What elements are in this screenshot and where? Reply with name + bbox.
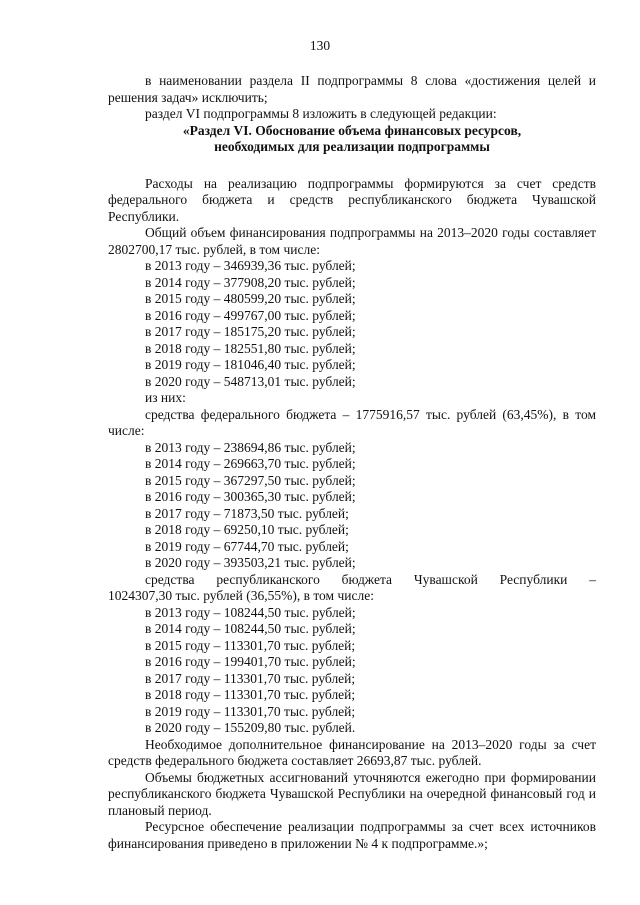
total-year-item: в 2015 году – 480599,20 тыс. рублей;: [145, 291, 356, 306]
federal-funds-paragraph: средства федерального бюджета – 1775916,57 тыс. рублей (63,45%), в том числе:: [108, 406, 596, 438]
of-them-label: из них:: [145, 390, 186, 405]
republic-word: средства: [145, 571, 195, 587]
republic-word: бюджета: [341, 571, 393, 587]
federal-year-item: в 2014 году – 269663,70 тыс. рублей;: [145, 456, 356, 471]
section-instruction: раздел VI подпрограммы 8 изложить в следующей редакции:: [145, 106, 497, 121]
section-heading-line-1: «Раздел VI. Обоснование объема финансовых ресурсов,: [182, 122, 522, 138]
total-year-item: в 2018 году – 182551,80 тыс. рублей;: [145, 340, 356, 356]
federal-year-item: в 2017 году – 71873,50 тыс. рублей;: [145, 505, 349, 521]
resource-support-paragraph: Ресурсное обеспечение реализации подпрограммы за счет всех источников финансирования приведено в приложении № 4 к подпрограмме.»;: [108, 819, 596, 851]
republic-word: Республики: [499, 571, 568, 587]
republic-year-item: в 2019 году – 113301,70 тыс. рублей;: [145, 703, 356, 719]
federal-year-item: в 2018 году – 69250,10 тыс. рублей;: [145, 522, 349, 537]
republic-years-list: [108, 605, 596, 737]
funding-sources-paragraph: Расходы на реализацию подпрограммы формируются за счет средств федерального бюджета и средств республиканского бюджета Чувашской Республики.: [108, 175, 596, 224]
total-year-item: в 2017 году – 185175,20 тыс. рублей;: [145, 324, 356, 339]
federal-year-item: в 2019 году – 67744,70 тыс. рублей;: [145, 538, 349, 554]
republic-word: республиканского: [216, 571, 320, 587]
page-number: 130: [309, 38, 331, 53]
republic-year-item: в 2015 году – 113301,70 тыс. рублей;: [145, 637, 356, 653]
republic-year-item: в 2013 году – 108244,50 тыс. рублей;: [145, 604, 356, 620]
republic-year-item: в 2020 году – 155209,80 тыс. рублей.: [145, 720, 356, 735]
federal-years-list: [108, 440, 596, 572]
republic-funds-line-1: [108, 572, 596, 589]
budget-volumes-paragraph: Объемы бюджетных ассигнований уточняются ежегодно при формировании республиканского бюджета Чувашской Республики на очередной финансовый год и плановый период.: [108, 769, 596, 818]
total-year-item: в 2020 году – 548713,01 тыс. рублей;: [145, 373, 356, 389]
federal-year-item: в 2020 году – 393503,21 тыс. рублей;: [145, 555, 356, 570]
republic-word: –: [589, 571, 596, 587]
republic-year-item: в 2018 году – 113301,70 тыс. рублей;: [145, 687, 356, 702]
section-heading-line-2: необходимых для реализации подпрограммы: [214, 139, 490, 154]
republic-year-item: в 2016 году – 199401,70 тыс. рублей;: [145, 654, 356, 669]
additional-funding-paragraph: Необходимое дополнительное финансирование на 2013–2020 годы за счет средств федерального бюджета составляет 26693,87 тыс. рублей.: [108, 736, 596, 768]
republic-year-item: в 2017 году – 113301,70 тыс. рублей;: [145, 670, 356, 686]
page-content: [108, 73, 596, 852]
federal-year-item: в 2016 году – 300365,30 тыс. рублей;: [145, 489, 356, 504]
total-years-list: [108, 258, 596, 390]
republic-year-item: в 2014 году – 108244,50 тыс. рублей;: [145, 621, 356, 636]
republic-funds-line-2: 1024307,30 тыс. рублей (36,55%), в том числе:: [108, 588, 374, 603]
total-year-item: в 2013 году – 346939,36 тыс. рублей;: [145, 258, 356, 273]
republic-word: Чувашской: [413, 571, 478, 587]
intro-paragraph: в наименовании раздела II подпрограммы 8 слова «достижения целей и решения задач» исключить;: [108, 73, 596, 105]
federal-year-item: в 2015 году – 367297,50 тыс. рублей;: [145, 472, 356, 488]
total-funding-paragraph: Общий объем финансирования подпрограммы на 2013–2020 годы составляет 2802700,17 тыс. рублей, в том числе:: [108, 225, 596, 257]
total-year-item: в 2014 году – 377908,20 тыс. рублей;: [145, 274, 356, 290]
total-year-item: в 2016 году – 499767,00 тыс. рублей;: [145, 307, 356, 323]
total-year-item: в 2019 году – 181046,40 тыс. рублей;: [145, 357, 356, 372]
federal-year-item: в 2013 году – 238694,86 тыс. рублей;: [145, 439, 356, 455]
